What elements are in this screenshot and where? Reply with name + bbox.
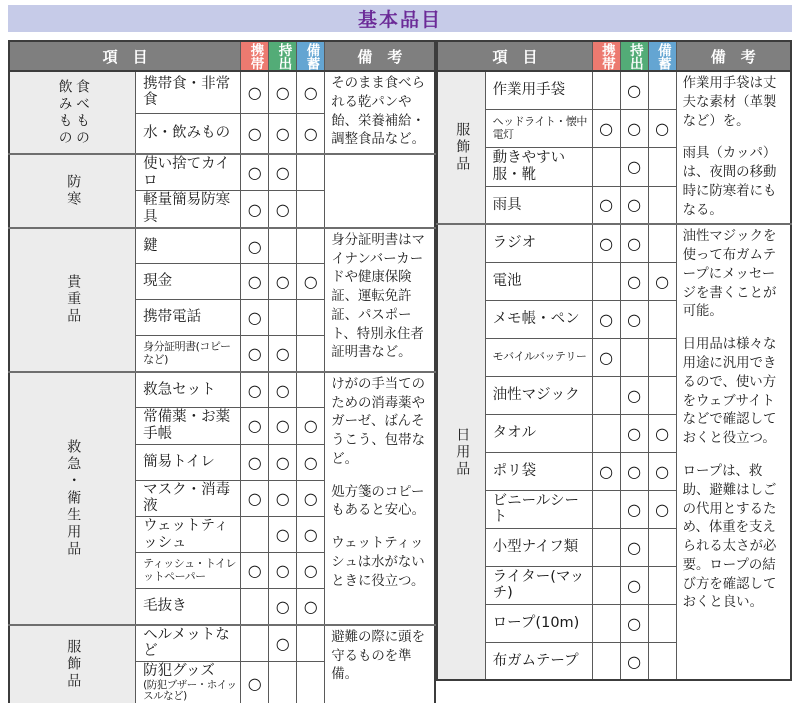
mark-cell-stockpile: [648, 566, 676, 604]
item-cell: [485, 71, 592, 109]
mark-cell-stockpile: ○: [648, 262, 676, 300]
item-label: マスク・消毒液: [143, 481, 231, 515]
item-label: ロープ(10m): [492, 615, 580, 632]
mark-cell-takeout: ○: [620, 414, 648, 452]
mark-cell-carry: [592, 71, 620, 109]
mark-cell-stockpile: [297, 300, 325, 336]
mark-cell-carry: ○: [241, 228, 269, 264]
col-header-remarks: 備 考: [325, 41, 436, 71]
item-cell: [485, 148, 592, 186]
mark-cell-carry: ○: [592, 186, 620, 224]
mark-cell-carry: [592, 604, 620, 642]
item-cell: [136, 480, 241, 516]
mark-cell-stockpile: [648, 642, 676, 680]
mark-cell-carry: ○: [241, 264, 269, 300]
mark-cell-stockpile: ○: [648, 452, 676, 490]
col-header-takeout: 持出: [269, 41, 297, 71]
mark-cell-stockpile: [648, 338, 676, 376]
remarks-paragraph: 作業用手袋は丈夫な素材（革製など）を。: [682, 76, 777, 129]
mark-cell-carry: [592, 642, 620, 680]
remarks-paragraph: 日用品は様々な用途に汎用できるので、使い方をウェブサイトなどで確認しておくと役立つ。: [682, 337, 777, 447]
item-label: 雨具: [492, 196, 522, 213]
item-label: ヘッドライト・懐中電灯: [492, 114, 587, 141]
item-label: 小型ナイフ類: [492, 539, 579, 556]
category-label: 救急・衛生用品: [65, 438, 82, 558]
remarks-paragraph: 処方箋のコピーもあると安心。: [331, 484, 425, 519]
remarks-paragraph: 油性マジックを使って布ガムテープにメッセージを書くことが可能。: [682, 229, 777, 320]
item-label: 軽量簡易防寒具: [143, 192, 231, 226]
mark-cell-stockpile: [297, 625, 325, 662]
mark-cell-takeout: ○: [269, 553, 297, 589]
item-cell: [485, 414, 592, 452]
item-label: タオル: [492, 425, 537, 442]
item-label: ヘルメットなど: [143, 626, 230, 660]
mark-cell-stockpile: ○: [648, 414, 676, 452]
mark-cell-stockpile: [648, 604, 676, 642]
mark-cell-carry: ○: [592, 452, 620, 490]
item-cell: [136, 113, 241, 154]
item-cell: [485, 109, 592, 147]
item-cell: [485, 186, 592, 224]
item-label: ティッシュ・トイレットペーパー: [143, 557, 236, 583]
item-label: 救急セット: [143, 381, 216, 398]
mark-cell-stockpile: ○: [297, 516, 325, 552]
page-title-banner: [8, 5, 792, 32]
mark-cell-carry: [592, 148, 620, 186]
tables-container: [0, 32, 800, 703]
item-sublabel: (防犯ブザー・ホイッスルなど): [143, 678, 237, 703]
mark-cell-stockpile: [297, 662, 325, 703]
item-cell: [485, 338, 592, 376]
category-cell: [437, 224, 485, 680]
category-cell: [9, 154, 136, 228]
mark-cell-takeout: ○: [269, 444, 297, 480]
table-row: [9, 228, 435, 264]
mark-cell-takeout: ○: [620, 528, 648, 566]
item-label: ライター(マッチ): [492, 568, 585, 602]
items-table: [8, 40, 436, 703]
mark-cell-carry: ○: [241, 113, 269, 154]
category-cell: [437, 71, 485, 224]
mark-cell-carry: ○: [241, 553, 269, 589]
item-cell: [136, 625, 241, 662]
table-row: [9, 71, 435, 113]
table-row: [9, 625, 435, 662]
item-label: 毛抜き: [143, 598, 187, 615]
mark-cell-takeout: [620, 338, 648, 376]
remarks-paragraph: けがの手当てのための消毒薬やガーゼ、ばんそうこう、包帯など。: [331, 376, 425, 467]
mark-cell-takeout: ○: [620, 452, 648, 490]
mark-cell-stockpile: ○: [297, 264, 325, 300]
mark-cell-stockpile: [297, 336, 325, 372]
item-cell: [136, 191, 241, 228]
item-label: 防犯グッズ: [143, 663, 215, 680]
mark-cell-takeout: ○: [269, 372, 297, 408]
item-label: ウェットティッシュ: [143, 517, 229, 551]
mark-cell-stockpile: ○: [297, 444, 325, 480]
remarks-paragraph: 避難の際に頭を守るものを準備。: [331, 629, 425, 683]
mark-cell-carry: ○: [241, 662, 269, 703]
category-label: 貴重品: [65, 274, 82, 326]
mark-cell-carry: ○: [241, 372, 269, 408]
col-header-stockpile: 備蓄: [648, 41, 676, 71]
remarks-cell: [325, 228, 436, 372]
mark-cell-stockpile: ○: [297, 589, 325, 625]
mark-cell-carry: [592, 414, 620, 452]
category-label: 服飾品: [454, 122, 471, 174]
items-table-right-slot: [436, 40, 792, 681]
category-label: 防寒: [65, 173, 82, 208]
mark-cell-stockpile: [648, 300, 676, 338]
mark-cell-takeout: ○: [269, 113, 297, 154]
mark-cell-carry: ○: [592, 224, 620, 262]
mark-cell-stockpile: ○: [297, 480, 325, 516]
mark-cell-carry: ○: [241, 71, 269, 113]
item-cell: [136, 300, 241, 336]
mark-cell-carry: [241, 516, 269, 552]
mark-cell-takeout: ○: [620, 566, 648, 604]
item-cell: [136, 444, 241, 480]
mark-cell-takeout: ○: [269, 408, 297, 444]
mark-cell-takeout: ○: [620, 376, 648, 414]
mark-cell-carry: ○: [241, 444, 269, 480]
mark-cell-stockpile: ○: [297, 553, 325, 589]
item-label: 水・飲みもの: [143, 124, 231, 141]
col-header-item: 項 目: [9, 41, 241, 71]
mark-cell-takeout: [269, 300, 297, 336]
table-row: [9, 372, 435, 408]
item-label: ラジオ: [492, 235, 537, 252]
mark-cell-stockpile: [297, 154, 325, 191]
mark-cell-carry: [592, 262, 620, 300]
category-label: 服飾品: [65, 639, 82, 691]
item-cell: [485, 300, 592, 338]
mark-cell-stockpile: [297, 372, 325, 408]
mark-cell-stockpile: ○: [648, 490, 676, 528]
mark-cell-takeout: ○: [620, 642, 648, 680]
mark-cell-carry: [592, 528, 620, 566]
item-label: ビニールシート: [492, 492, 580, 526]
remarks-paragraph: ウェットティッシュは水がないときに役立つ。: [331, 536, 425, 589]
mark-cell-carry: ○: [241, 300, 269, 336]
mark-cell-carry: [241, 625, 269, 662]
item-label: 使い捨てカイロ: [143, 156, 230, 189]
remarks-cell: [325, 372, 436, 625]
item-label: 身分証明書(コピーなど): [143, 339, 231, 366]
mark-cell-carry: ○: [592, 338, 620, 376]
item-cell: [485, 224, 592, 262]
mark-cell-takeout: ○: [269, 516, 297, 552]
remarks-cell: [325, 154, 436, 228]
mark-cell-carry: ○: [592, 109, 620, 147]
mark-cell-stockpile: [297, 228, 325, 264]
item-cell: [136, 154, 241, 191]
category-label: 飲みもの: [56, 78, 73, 147]
table-row: [9, 154, 435, 191]
item-cell: [485, 490, 592, 528]
category-label: 日用品: [454, 426, 471, 478]
remarks-paragraph: 身分証明書はマイナンバーカードや健康保険証、運転免許証、パスポート、特別永住者証明書など。: [331, 232, 425, 361]
mark-cell-carry: ○: [241, 480, 269, 516]
item-cell: [136, 228, 241, 264]
mark-cell-stockpile: ○: [297, 71, 325, 113]
item-cell: [136, 408, 241, 444]
category-cell: [9, 71, 136, 154]
item-cell: [485, 262, 592, 300]
header-row: [437, 41, 791, 71]
mark-cell-takeout: ○: [620, 186, 648, 224]
mark-cell-carry: [592, 490, 620, 528]
table-row: [437, 224, 791, 262]
mark-cell-carry: [592, 566, 620, 604]
remarks-paragraph: 雨具（カッパ）は、夜間の移動時に防寒着にもなる。: [682, 146, 777, 218]
mark-cell-takeout: [269, 228, 297, 264]
remarks-cell: [676, 71, 791, 224]
remarks-paragraph: ロープは、救助、避難はしごの代用とするため、体重を支えられる太さが必要。ロープの結び方を確認しておくと良い。: [682, 463, 777, 611]
col-header-item: 項 目: [437, 41, 592, 71]
mark-cell-stockpile: ○: [648, 109, 676, 147]
col-header-takeout: 持出: [620, 41, 648, 71]
item-label: 携帯食・非常食: [143, 75, 231, 109]
remarks-cell: [676, 224, 791, 680]
item-cell: [485, 528, 592, 566]
mark-cell-takeout: ○: [269, 625, 297, 662]
item-label: 油性マジック: [492, 387, 580, 404]
item-cell: [485, 376, 592, 414]
mark-cell-carry: [592, 376, 620, 414]
mark-cell-stockpile: ○: [297, 113, 325, 154]
mark-cell-stockpile: ○: [297, 408, 325, 444]
item-cell: [136, 553, 241, 589]
mark-cell-stockpile: [297, 191, 325, 228]
mark-cell-takeout: ○: [620, 71, 648, 109]
mark-cell-takeout: ○: [269, 191, 297, 228]
item-label: 作業用手袋: [492, 82, 566, 99]
remarks-paragraph: そのまま食べられる乾パンや飴、栄養補給・調整食品など。: [331, 76, 425, 148]
mark-cell-stockpile: [648, 148, 676, 186]
item-label: ポリ袋: [492, 463, 537, 480]
category-cell: [9, 372, 136, 625]
col-header-remarks: 備 考: [676, 41, 791, 71]
mark-cell-takeout: ○: [620, 604, 648, 642]
item-cell: [485, 604, 592, 642]
category-cell: [9, 228, 136, 372]
category-cell: [9, 625, 136, 703]
item-cell: [136, 516, 241, 552]
mark-cell-stockpile: [648, 376, 676, 414]
item-cell: [136, 264, 241, 300]
mark-cell-takeout: ○: [620, 262, 648, 300]
item-label: 簡易トイレ: [143, 453, 215, 470]
item-cell: [136, 336, 241, 372]
col-header-stockpile: 備蓄: [297, 41, 325, 71]
item-cell: [485, 452, 592, 490]
item-label: モバイルバッテリー: [492, 350, 587, 364]
mark-cell-takeout: ○: [269, 589, 297, 625]
item-label: 現金: [143, 273, 173, 290]
items-table-left-slot: [8, 40, 436, 703]
mark-cell-stockpile: [648, 71, 676, 109]
mark-cell-stockpile: [648, 224, 676, 262]
item-cell: [485, 566, 592, 604]
item-cell: [136, 662, 241, 703]
mark-cell-carry: [241, 589, 269, 625]
item-cell: [485, 642, 592, 680]
item-cell: [136, 589, 241, 625]
mark-cell-takeout: ○: [620, 490, 648, 528]
item-label: 常備薬・お薬手帳: [143, 409, 231, 442]
mark-cell-takeout: ○: [269, 154, 297, 191]
page-title: 基本品目: [357, 9, 442, 31]
item-cell: [136, 71, 241, 113]
mark-cell-takeout: ○: [269, 71, 297, 113]
mark-cell-takeout: ○: [620, 224, 648, 262]
item-label: 電池: [492, 273, 522, 290]
mark-cell-takeout: ○: [269, 264, 297, 300]
mark-cell-takeout: ○: [269, 336, 297, 372]
item-label: 携帯電話: [143, 309, 202, 326]
category-label: 食べもの: [73, 78, 90, 147]
mark-cell-carry: ○: [592, 300, 620, 338]
mark-cell-stockpile: [648, 186, 676, 224]
col-header-carry: 携帯: [592, 41, 620, 71]
mark-cell-carry: ○: [241, 154, 269, 191]
item-label: 動きやすい服・靴: [492, 150, 566, 183]
item-label: 鍵: [143, 237, 158, 254]
col-header-carry: 携帯: [241, 41, 269, 71]
header-row: [9, 41, 435, 71]
mark-cell-carry: ○: [241, 336, 269, 372]
mark-cell-takeout: ○: [620, 300, 648, 338]
mark-cell-takeout: [269, 662, 297, 703]
item-label: 布ガムテープ: [492, 652, 579, 669]
item-label: メモ帳・ペン: [492, 311, 580, 328]
mark-cell-takeout: ○: [620, 148, 648, 186]
remarks-cell: [325, 625, 436, 703]
mark-cell-carry: ○: [241, 191, 269, 228]
mark-cell-takeout: ○: [620, 109, 648, 147]
table-row: [437, 71, 791, 109]
mark-cell-stockpile: [648, 528, 676, 566]
mark-cell-carry: ○: [241, 408, 269, 444]
remarks-cell: [325, 71, 436, 154]
items-table: [436, 40, 792, 681]
mark-cell-takeout: ○: [269, 480, 297, 516]
item-cell: [136, 372, 241, 408]
